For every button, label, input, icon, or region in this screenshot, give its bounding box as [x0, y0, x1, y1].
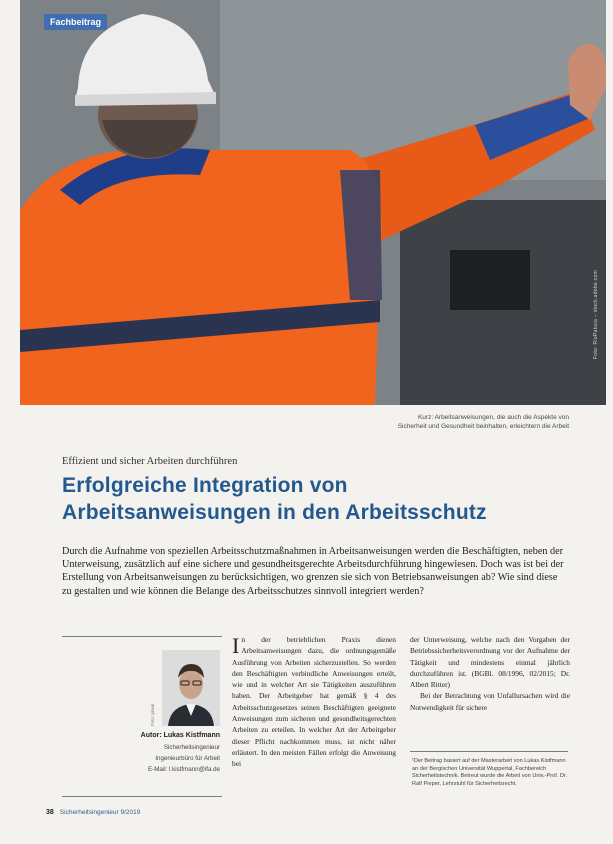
photo-caption [355, 413, 569, 431]
body-column-1-text: n der betrieblichen Praxis dienen Arbeitsanweisungen dazu, die ordnungsgemäße Ausführung von Arbeiten sicherzustellen. So werden den Beschäftigten verbindliche Anweisungen erteilt, wie und in welcher Art sie Tätigkeiten auszuführen haben. Der Arbeitgeber hat gemäß § 4 des Arbeitsschutzgesetzes seinen Beschäftigten geeignete Anweisungen zum sicheren und gesundheitsgerechten Arbeiten zu erteilen. In welcher Art der Arbeitgeber dieser Pflicht nachkommen muss, ist nicht näher erläutert. In den meisten Fällen erfolgt die Anweisung bei [232, 635, 396, 769]
section-tag: Fachbeitrag [44, 14, 107, 30]
worker-illustration [20, 0, 606, 405]
body-column-2 [410, 634, 570, 713]
author-top-rule [62, 636, 222, 637]
author-photo-credit: Foto: privat [150, 703, 155, 726]
body-column-2-paragraph-2: Bei der Betrachtung von Unfallursachen wird die Notwendigkeit für sichere [410, 691, 570, 712]
lead-paragraph: Durch die Aufnahme von speziellen Arbeitsschutzmaßnahmen in Arbeitsanweisungen werden die Beschäftigten, neben der Unterweisung, zusätzlich auf eine sichere und gesundheitsgerechte Arbeitsdurchführung hingewiesen. Doch was ist bei der Erstellung von Arbeitsanweisungen zu berücksichtigen, wo grenzen sie sich von Betriebsanweisungen ab? Wie sind diese zu gestalten und wie können die Belange des Arbeitsschutzes sinnvoll integriert werden? [62, 546, 564, 597]
caption-line-1: Kurz: Arbeitsanweisungen, die auch die Aspekte von [417, 414, 569, 421]
author-email: E-Mail: l.kistfmann@ifa.de [148, 766, 220, 773]
author-role: Sicherheitsingenieur [163, 744, 220, 751]
headline-line-1: Erfolgreiche Integration von [62, 474, 348, 497]
author-bottom-rule [62, 796, 222, 797]
headline [62, 472, 582, 526]
photo-credit: Foto: RioPatuca – stock.adobe.com [593, 270, 599, 360]
author-photo [162, 650, 220, 726]
author-name: Autor: Lukas Kistfmann [140, 732, 220, 739]
headline-line-2: Arbeitsanweisungen in den Arbeitsschutz [62, 501, 487, 524]
author-company: Ingenieurbüro für Arbeit [155, 755, 220, 762]
footnote: ¹Der Beitrag basiert auf der Masterarbeit von Lukas Kistfmann an der Bergischen Universität Wuppertal, Fachbereich Sicherheitstechnik. Betreut wurde die Arbeit von Univ.-Prof. Dr. Ralf Pieper, Lehrstuhl für Sicherheitsrecht. [412, 758, 568, 787]
magazine-name: Sicherheitsingenieur 9/2019 [59, 809, 141, 816]
folio [46, 809, 140, 816]
kicker: Effizient und sicher Arbeiten durchführen [62, 456, 238, 467]
caption-line-2: Sicherheit und Gesundheit beinhalten, erleichtern die Arbeit [397, 423, 569, 430]
author-portrait [162, 650, 220, 726]
page-number: 38 [46, 809, 54, 816]
dropcap: I [232, 633, 240, 658]
body-column-1 [232, 634, 396, 770]
hero-photo [20, 0, 606, 405]
body-column-2-paragraph-1: der Unterweisung, welche nach den Vorgaben der Betriebssicherheitsverordnung vor der Aufnahme der Tätigkeit und mindestens einmal jährlich durchzuführen ist. (BGBl. 08/1996, 02/2015; Dr. Albert Ritter) [410, 635, 570, 690]
footnote-rule [410, 751, 568, 752]
